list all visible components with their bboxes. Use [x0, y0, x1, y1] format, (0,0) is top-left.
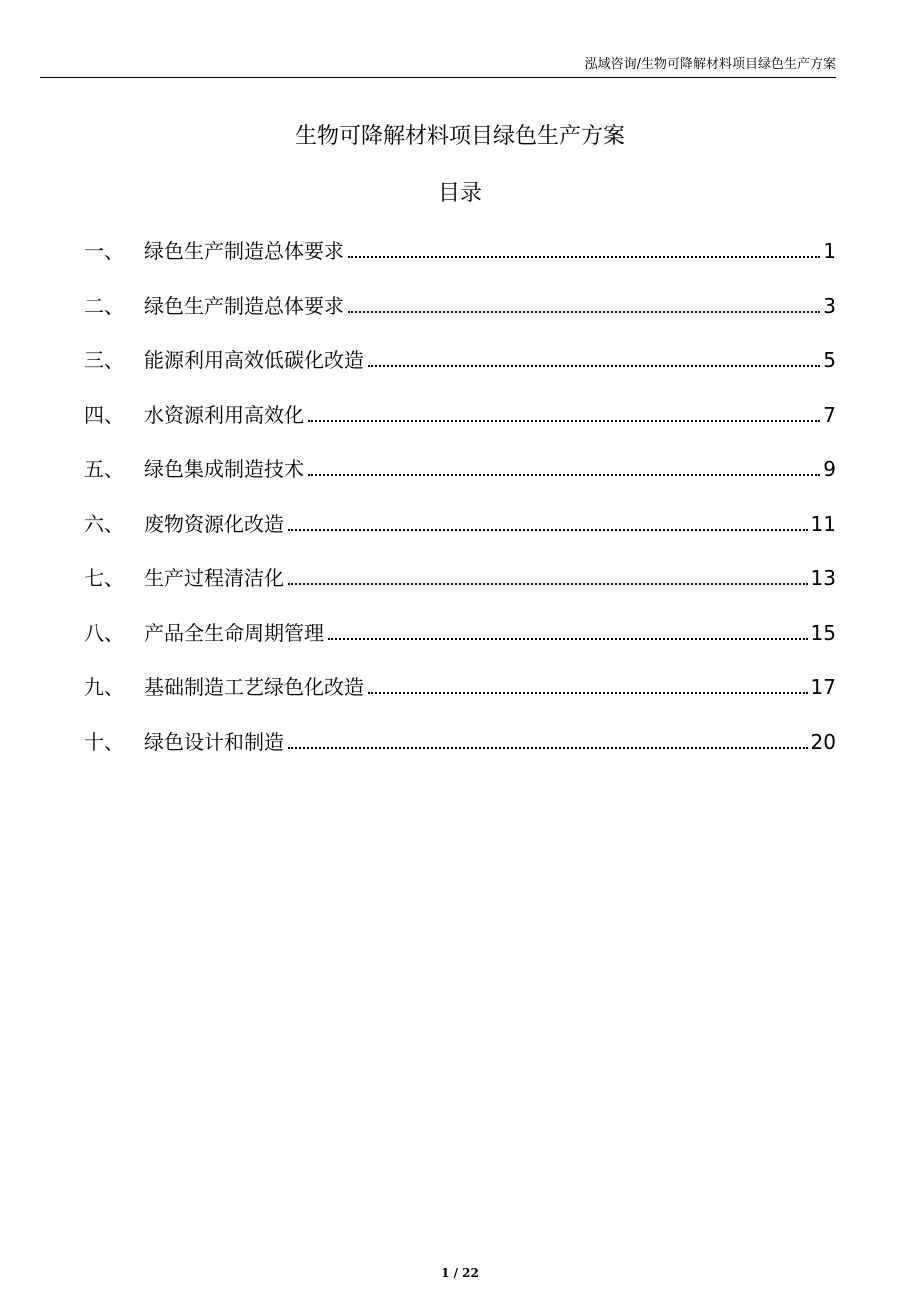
toc-entry-title: 水资源利用高效化 [144, 402, 304, 427]
header-rule [40, 77, 836, 78]
page-number-footer: 1 / 22 [441, 1266, 479, 1280]
toc-entry-number: 八、 [84, 620, 124, 645]
toc-dot-leader [288, 529, 808, 531]
toc-entry-number: 十、 [84, 729, 124, 754]
toc-entry-number: 九、 [84, 675, 124, 699]
toc-entry-page: 3 [823, 293, 836, 318]
toc-entry-title: 废物资源化改造 [144, 511, 284, 536]
toc-dot-leader [348, 311, 820, 313]
toc-entry[interactable] [84, 614, 836, 669]
toc-dot-leader [308, 474, 820, 476]
toc-entry[interactable] [84, 396, 836, 451]
toc-entry-title: 绿色生产制造总体要求 [144, 293, 344, 318]
running-header: 泓域咨询/生物可降解材料项目绿色生产方案 [584, 57, 836, 72]
toc-entry-number: 五、 [84, 457, 124, 481]
toc-entry-title: 产品全生命周期管理 [144, 620, 324, 645]
toc-entry-page: 17 [810, 675, 836, 699]
toc-entry[interactable] [84, 668, 836, 723]
toc-entry-page: 1 [823, 239, 836, 263]
document-title: 生物可降解材料项目绿色生产方案 [294, 124, 625, 149]
toc-entry-page: 13 [810, 566, 836, 590]
toc-entry-title: 基础制造工艺绿色化改造 [144, 675, 364, 699]
toc-entry-number: 三、 [84, 348, 124, 372]
toc-entry-title: 绿色生产制造总体要求 [144, 239, 344, 263]
toc-entry-title: 绿色设计和制造 [144, 729, 284, 754]
toc-entry[interactable] [84, 287, 836, 342]
toc-entry-page: 11 [810, 511, 836, 536]
toc-entry[interactable] [84, 723, 836, 778]
toc-entry-number: 六、 [84, 511, 124, 536]
toc-entry-title: 能源利用高效低碳化改造 [144, 348, 364, 372]
toc-entry-number: 四、 [84, 402, 124, 427]
toc-entry-page: 15 [810, 620, 836, 645]
toc-dot-leader [368, 365, 820, 367]
toc-dot-leader [288, 747, 808, 749]
toc-entry-page: 7 [823, 402, 836, 427]
toc-entry-page: 9 [823, 457, 836, 481]
toc-dot-leader [348, 256, 820, 258]
toc-dot-leader [328, 638, 808, 640]
toc-entry[interactable] [84, 505, 836, 560]
table-of-contents [84, 232, 836, 777]
toc-entry-page: 20 [810, 729, 836, 754]
toc-entry-page: 5 [823, 348, 836, 372]
toc-entry-number: 一、 [84, 239, 124, 263]
toc-entry-title: 绿色集成制造技术 [144, 457, 304, 481]
toc-entry[interactable] [84, 232, 836, 287]
toc-dot-leader [308, 420, 820, 422]
toc-entry-number: 二、 [84, 293, 124, 318]
toc-heading: 目录 [437, 181, 482, 206]
toc-entry[interactable] [84, 450, 836, 505]
toc-entry-title: 生产过程清洁化 [144, 566, 284, 590]
toc-entry[interactable] [84, 559, 836, 614]
toc-dot-leader [288, 583, 808, 585]
toc-entry[interactable] [84, 341, 836, 396]
toc-dot-leader [368, 692, 808, 694]
toc-entry-number: 七、 [84, 566, 124, 590]
